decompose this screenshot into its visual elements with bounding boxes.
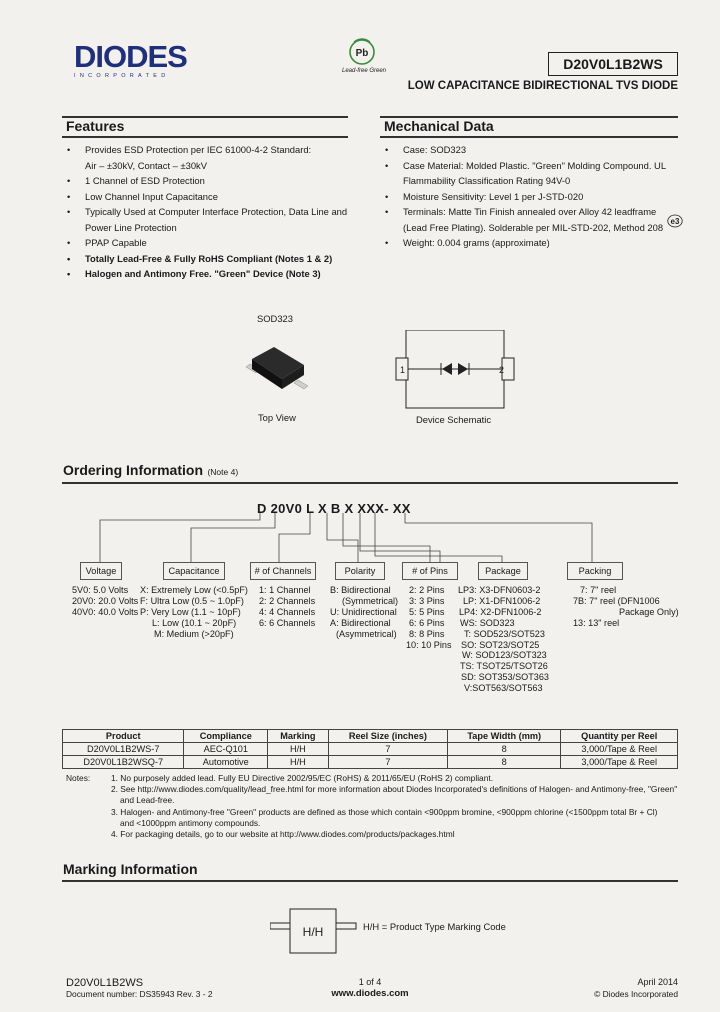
list-item: • Case: SOD323 — [380, 142, 690, 158]
list-item: • Case Material: Molded Plastic. "Green" Molding Compound. UL Flammability Classification Rating 94V-0 — [380, 158, 690, 189]
list-item: • Totally Lead-Free & Fully RoHS Compliant (Notes 1 & 2) — [62, 251, 362, 267]
table-header: Quantity per Reel — [561, 730, 678, 743]
marking-rule — [62, 880, 678, 882]
pins-box: # of Pins — [402, 562, 458, 580]
polarity-options: B: Bidirectional (Symmetrical) U: Unidirectional A: Bidirectional (Asymmetrical) — [330, 585, 399, 639]
note-line: 4. For packaging details, go to our website at http://www.diodes.com/products/packages.html — [111, 829, 455, 840]
footer-doc: Document number: DS35943 Rev. 3 - 2 — [66, 989, 213, 999]
pb-symbol: Pb — [355, 48, 369, 59]
list-item: • Moisture Sensitivity: Level 1 per J-STD-020 — [380, 189, 690, 205]
features-rule-bottom — [62, 136, 348, 138]
packing-options: 7: 7" reel 7B: 7" reel (DFN1006 Package Only) 13: 13" reel — [573, 585, 679, 628]
table-cell: D20V0L1B2WS-7 — [63, 743, 184, 756]
voltage-options: 5V0: 5.0 Volts 20V0: 20.0 Volts 40V0: 40.0 Volts — [72, 585, 139, 617]
polarity-box: Polarity — [335, 562, 385, 580]
e3-icon — [667, 214, 683, 228]
logo-text: DIODES — [74, 39, 187, 74]
list-item: • Weight: 0.004 grams (approximate) — [380, 235, 690, 251]
list-item: • PPAP Capable — [62, 235, 362, 251]
channels-box: # of Channels — [250, 562, 316, 580]
notes-list — [111, 773, 691, 840]
marking-package — [270, 905, 360, 957]
table-cell: AEC-Q101 — [184, 743, 268, 756]
list-item: • Low Channel Input Capacitance — [62, 189, 362, 205]
table-cell: Automotive — [184, 756, 268, 769]
table-cell: 7 — [328, 743, 447, 756]
order-table — [62, 729, 678, 769]
table-row — [63, 756, 678, 769]
features-list — [62, 142, 362, 282]
part-number: D20V0L1B2WS — [548, 52, 678, 76]
ordering-rule — [62, 482, 678, 484]
table-cell: H/H — [268, 756, 329, 769]
table-header-row — [63, 730, 678, 743]
list-item: • Typically Used at Computer Interface Protection, Data Line and Power Line Protection — [62, 204, 362, 235]
features-title: Features — [66, 118, 125, 134]
diode-right-icon — [458, 363, 468, 375]
list-item: • Halogen and Antimony Free. "Green" Device (Note 3) — [62, 266, 362, 282]
channels-options: 1: 1 Channel 2: 2 Channels 4: 4 Channels 6: 6 Channels — [259, 585, 316, 628]
packing-box: Packing — [567, 562, 623, 580]
table-header: Marking — [268, 730, 329, 743]
mechanical-title: Mechanical Data — [384, 118, 494, 134]
marking-desc: H/H = Product Type Marking Code — [363, 921, 506, 932]
marking-code: H/H — [302, 925, 324, 939]
table-cell: 8 — [448, 743, 561, 756]
footer-part: D20V0L1B2WS — [66, 977, 144, 989]
package-box: Package — [478, 562, 528, 580]
footer-date: April 2014 — [637, 977, 678, 987]
table-header: Reel Size (inches) — [328, 730, 447, 743]
svg-text:e3: e3 — [670, 217, 680, 226]
list-item: • Provides ESD Protection per IEC 61000-4-2 Standard: Air – ±30kV, Contact – ±30kV — [62, 142, 362, 173]
capacitance-options: X: Extremely Low (<0.5pF) F: Ultra Low (0.5 ~ 1.0pF) P: Very Low (1.1 ~ 10pF) L: Low (10.1 ~ 20pF) M: Medium (>20pF) — [140, 585, 248, 639]
ordering-title-row — [63, 462, 238, 480]
pin-2-label: 2 — [499, 365, 505, 375]
note-line: 1. No purposely added lead. Fully EU Directive 2002/95/EC (RoHS) & 2011/65/EU (RoHS 2) compliant. — [111, 773, 494, 783]
note-line: 3. Halogen- and Antimony-free "Green" products are defined as those which contain <900ppm bromine, <900ppm chlorine (<1500ppm total Br + Cl) — [111, 806, 658, 817]
notes-label: Notes: — [66, 773, 91, 783]
ordering-note: (Note 4) — [207, 467, 239, 477]
note-line: 2. See http://www.diodes.com/quality/lead_free.html for more information about Diodes Incorporated's definitions of Halogen- and Antimony-free, "Green" — [111, 784, 678, 795]
table-cell: D20V0L1B2WSQ-7 — [63, 756, 184, 769]
pins-options: 2: 2 Pins 3: 3 Pins 5: 5 Pins 6: 6 Pins 8: 8 Pins 10: 10 Pins — [406, 585, 452, 650]
list-item: • Terminals: Matte Tin Finish annealed over Alloy 42 leadframe (Lead Free Plating). Solderable per MIL-STD-202, Method 208 — [380, 204, 690, 235]
package-options: LP3: X3-DFN0603-2 LP: X1-DFN1006-2 LP4: X2-DFN1006-2 WS: SOD323 T: SOD523/SOT523 SO: SOT23/SOT25 W: SOD123/SOT323 TS: TSOT25/TSOT26 SD: SOT353/SOT363 V:SOT563/SOT563 — [458, 585, 549, 694]
capacitance-box: Capacitance — [163, 562, 225, 580]
pb-caption: Lead-free Green — [341, 68, 387, 74]
table-row — [63, 743, 678, 756]
page-subtitle: LOW CAPACITANCE BIDIRECTIONAL TVS DIODE — [407, 80, 678, 92]
top-view-caption: Top View — [258, 412, 296, 423]
mechanical-rule-bottom — [380, 136, 678, 138]
list-item: • 1 Channel of ESD Protection — [62, 173, 362, 189]
pin-1-label: 1 — [400, 365, 406, 375]
table-header: Compliance — [184, 730, 268, 743]
package-image — [238, 337, 318, 401]
ordering-title: Ordering Information — [63, 462, 203, 478]
table-cell: 3,000/Tape & Reel — [561, 756, 678, 769]
device-schematic — [380, 330, 530, 410]
table-header: Product — [63, 730, 184, 743]
footer-copyright: © Diodes Incorporated — [594, 989, 678, 999]
voltage-box: Voltage — [80, 562, 122, 580]
note-line: and Lead-free. — [120, 795, 175, 806]
logo-subtext: INCORPORATED — [74, 73, 170, 79]
diode-left-icon — [442, 363, 452, 375]
footer-page: 1 of 4 — [358, 977, 382, 987]
mechanical-list — [380, 142, 690, 251]
table-cell: 8 — [448, 756, 561, 769]
schematic-caption: Device Schematic — [416, 414, 492, 425]
table-cell: 3,000/Tape & Reel — [561, 743, 678, 756]
ordering-connectors — [60, 510, 680, 565]
marking-title: Marking Information — [63, 861, 198, 877]
footer-url[interactable]: www.diodes.com — [331, 988, 409, 999]
table-cell: 7 — [328, 756, 447, 769]
ordering-code: D 20V0 L X B X XXX- XX — [257, 501, 411, 516]
note-line: and <1000ppm antimony compounds. — [120, 817, 261, 828]
table-cell: H/H — [268, 743, 329, 756]
table-header: Tape Width (mm) — [448, 730, 561, 743]
diodes-logo — [74, 40, 204, 80]
package-label: SOD323 — [257, 313, 293, 324]
lead-free-green-icon — [348, 38, 376, 66]
